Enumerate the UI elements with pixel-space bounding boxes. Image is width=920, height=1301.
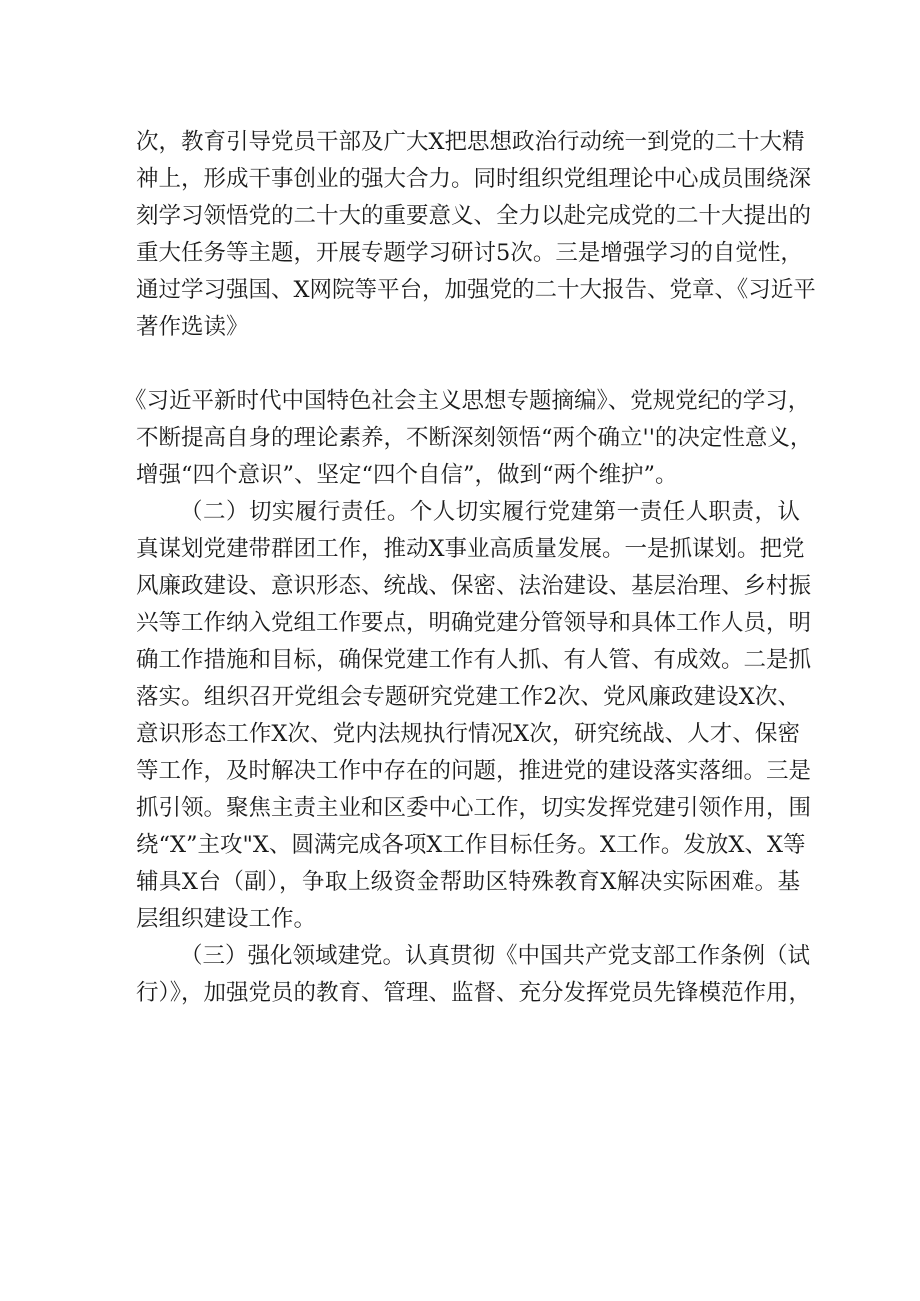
paragraph-line: 层组织建设工作。: [136, 906, 317, 932]
paragraph-line: 意识形态工作X次、党内法规执行情况X次，研究统战、人才、保密: [136, 721, 800, 747]
paragraph-line: 不断提高自身的理论素养，不断深刻领悟“两个确立''的决定性意义，: [136, 425, 813, 451]
paragraph-line: 风廉政建设、意识形态、统战、保密、法治建设、基层治理、乡村振: [136, 573, 812, 599]
paragraph-line: 落实。组织召开党组会专题研究党建工作2次、党风廉政建设X次、: [136, 684, 800, 710]
paragraph-line: 抓引领。聚焦主责主业和区委中心工作，切实发挥党建引领作用，围: [136, 795, 812, 821]
paragraph-line: 绕“X”主攻"X、圆满完成各项X工作目标任务。X工作。发放X、X等: [136, 832, 806, 858]
paragraph-line: 辅具X台（副），争取上级资金帮助区特殊教育X解决实际困难。基: [136, 869, 800, 895]
paragraph-line: 著作选读》: [136, 314, 249, 340]
paragraph-line: （三）强化领域建党。认真贯彻《中国共产党支部工作条例（试: [180, 943, 811, 969]
paragraph-line: （二）切实履行责任。个人切实履行党建第一责任人职责，认: [180, 499, 800, 525]
paragraph-line: 等工作，及时解决工作中存在的问题，推进党的建设落实落细。三是: [136, 758, 812, 784]
paragraph-line: 刻学习领悟党的二十大的重要意义、全力以赴完成党的二十大提出的: [136, 203, 812, 229]
paragraph-line: 兴等工作纳入党组工作要点，明确党建分管领导和具体工作人员，明: [136, 610, 812, 636]
paragraph-line: 通过学习强国、X网院等平台，加强党的二十大报告、党章、《习近平: [136, 277, 816, 303]
paragraph-line: 增强“四个意识”、坚定“四个自信”，做到“两个维护”。: [136, 462, 678, 488]
paragraph-line: 重大任务等主题，开展专题学习研讨5次。三是增强学习的自觉性，: [136, 240, 803, 266]
paragraph-line: 次，教育引导党员干部及广大X把思想政治行动统一到党的二十大精: [136, 129, 805, 155]
paragraph-line: 真谋划党建带群团工作，推动X事业高质量发展。一是抓谋划。把党: [136, 536, 805, 562]
paragraph-line: 《习近平新时代中国特色社会主义思想专题摘编》、党规党纪的学习，: [124, 388, 811, 414]
paragraph-line: 神上，形成干事创业的强大合力。同时组织党组理论中心成员围绕深: [136, 166, 812, 192]
paragraph-line: 行）》，加强党员的教育、管理、监督、充分发挥党员先锋模范作用，: [136, 980, 812, 1006]
paragraph-line: 确工作措施和目标，确保党建工作有人抓、有人管、有成效。二是抓: [136, 647, 812, 673]
